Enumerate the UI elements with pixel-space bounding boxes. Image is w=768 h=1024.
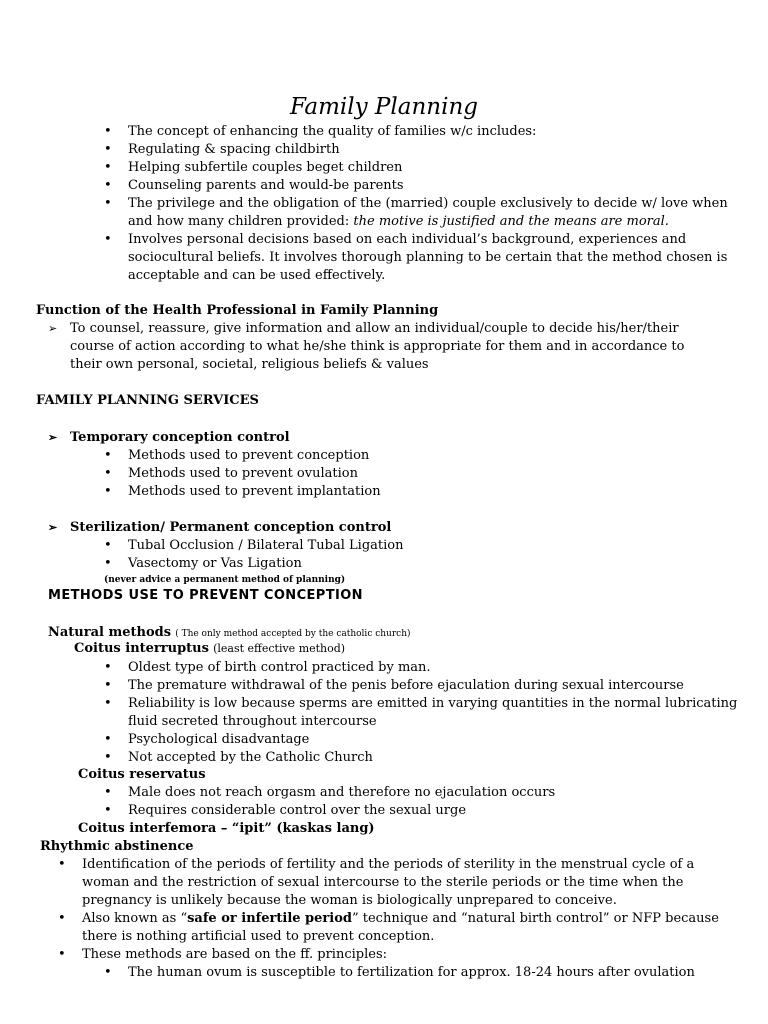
rhythmic-list bbox=[58, 856, 737, 964]
list-item: • Identification of the periods of fertility and the periods of sterility in the menstrual cycle of a woman and the restriction of sexual intercourse to the sterile periods or the time when the pregnancy is unlikely because the woman is biologically unprepared to conceive. bbox=[58, 857, 695, 908]
list-item: • The human ovum is susceptible to fertilization for approx. 18-24 hours after ovulation bbox=[104, 965, 695, 980]
arrow-bullet-icon: ➢ bbox=[48, 322, 58, 335]
list-item: • The premature withdrawal of the penis before ejaculation during sexual intercourse bbox=[104, 678, 684, 693]
bullet-icon: • bbox=[104, 678, 112, 693]
temporary-list bbox=[104, 447, 688, 501]
bullet-icon: • bbox=[104, 750, 112, 765]
list-item: • Counseling parents and would-be parents bbox=[104, 178, 404, 193]
list-item: • Psychological disadvantage bbox=[104, 732, 310, 747]
list-item: • Requires considerable control over the sexual urge bbox=[104, 803, 467, 818]
bullet-icon: • bbox=[104, 124, 112, 139]
list-item: • Male does not reach orgasm and therefore no ejaculation occurs bbox=[104, 785, 556, 800]
bullet-icon: • bbox=[104, 660, 112, 675]
list-item: • These methods are based on the ff. principles: bbox=[58, 947, 388, 962]
list-item: • Helping subfertile couples beget children bbox=[104, 160, 403, 175]
bullet-icon: • bbox=[104, 965, 112, 980]
function-item: ➢ To counsel, reassure, give information and allow an individual/couple to decide his/her/their course of action according to what he/she think is appropriate for them and in accordance to their own personal, societal, religious beliefs & values bbox=[48, 321, 685, 372]
list-item: • Also known as “safe or infertile period” technique and “natural birth control” or NFP because there is nothing artificial used to prevent conception. bbox=[58, 911, 719, 944]
list-item: • Tubal Occlusion / Bilateral Tubal Ligation bbox=[104, 538, 404, 553]
arrow-bullet-icon: ➢ bbox=[48, 521, 58, 534]
list-item: • Involves personal decisions based on each individual’s background, experiences and sociocultural beliefs. It involves thorough planning to be certain that the method chosen is acceptable and can be used effectively. bbox=[104, 232, 728, 283]
services-heading: FAMILY PLANNING SERVICES bbox=[36, 393, 259, 408]
bullet-icon: • bbox=[58, 857, 66, 872]
bullet-icon: • bbox=[104, 196, 112, 211]
bullet-icon: • bbox=[104, 142, 112, 157]
list-item: • Not accepted by the Catholic Church bbox=[104, 750, 373, 765]
list-item: • Methods used to prevent conception bbox=[104, 448, 370, 463]
list-item: • Methods used to prevent implantation bbox=[104, 484, 381, 499]
cr-list bbox=[104, 784, 728, 820]
page-title: Family Planning bbox=[290, 94, 478, 120]
bullet-icon: • bbox=[104, 178, 112, 193]
natural-note: ( The only method accepted by the catholic church) bbox=[175, 629, 411, 639]
bullet-icon: • bbox=[104, 484, 112, 499]
ci-heading: Coitus interruptus bbox=[74, 641, 209, 656]
bullet-icon: • bbox=[104, 732, 112, 747]
italic-phrase: the motive is justified and the means are moral. bbox=[353, 214, 669, 229]
list-item: • Oldest type of birth control practiced by man. bbox=[104, 660, 431, 675]
cr-heading: Coitus reservatus bbox=[78, 767, 206, 782]
list-item: • Regulating & spacing childbirth bbox=[104, 142, 340, 157]
list-item: • The privilege and the obligation of the (married) couple exclusively to decide w/ love when and how many children provided: the motive is justified and the means are moral. bbox=[104, 196, 728, 229]
rhythmic-sublist bbox=[104, 964, 728, 982]
sterilization-heading: ➢ Sterilization/ Permanent conception control bbox=[48, 520, 392, 535]
bold-phrase: safe or infertile period bbox=[187, 911, 352, 926]
natural-heading: Natural methods bbox=[48, 625, 172, 640]
list-item: • Reliability is low because sperms are emitted in varying quantities in the normal lubricating fluid secreted throughout intercourse bbox=[104, 696, 738, 729]
bullet-icon: • bbox=[104, 232, 112, 247]
bullet-icon: • bbox=[58, 947, 66, 962]
bullet-icon: • bbox=[104, 785, 112, 800]
methods-heading: METHODS USE TO PREVENT CONCEPTION bbox=[48, 588, 363, 603]
ci-note: (least effective method) bbox=[213, 642, 346, 655]
bullet-icon: • bbox=[104, 556, 112, 571]
list-item: • Methods used to prevent ovulation bbox=[104, 466, 358, 481]
bullet-icon: • bbox=[104, 803, 112, 818]
sterilization-note: (never advice a permanent method of planning) bbox=[104, 575, 346, 585]
sterilization-list bbox=[104, 537, 688, 573]
list-item: • Vasectomy or Vas Ligation bbox=[104, 556, 302, 571]
bullet-icon: • bbox=[104, 696, 112, 711]
intro-list bbox=[104, 123, 728, 285]
temporary-heading: ➢ Temporary conception control bbox=[48, 430, 290, 445]
bullet-icon: • bbox=[104, 448, 112, 463]
cif-heading: Coitus interfemora – “ipit” (kaskas lang) bbox=[78, 821, 375, 836]
ci-heading-line bbox=[74, 640, 345, 658]
function-heading: Function of the Health Professional in Family Planning bbox=[36, 303, 439, 318]
list-item: • The concept of enhancing the quality of families w/c includes: bbox=[104, 124, 537, 139]
bullet-icon: • bbox=[104, 160, 112, 175]
arrow-bullet-icon: ➢ bbox=[48, 431, 58, 444]
rhythmic-heading: Rhythmic abstinence bbox=[40, 839, 194, 854]
bullet-icon: • bbox=[58, 911, 66, 926]
bullet-icon: • bbox=[104, 466, 112, 481]
bullet-icon: • bbox=[104, 538, 112, 553]
ci-list bbox=[104, 659, 738, 767]
